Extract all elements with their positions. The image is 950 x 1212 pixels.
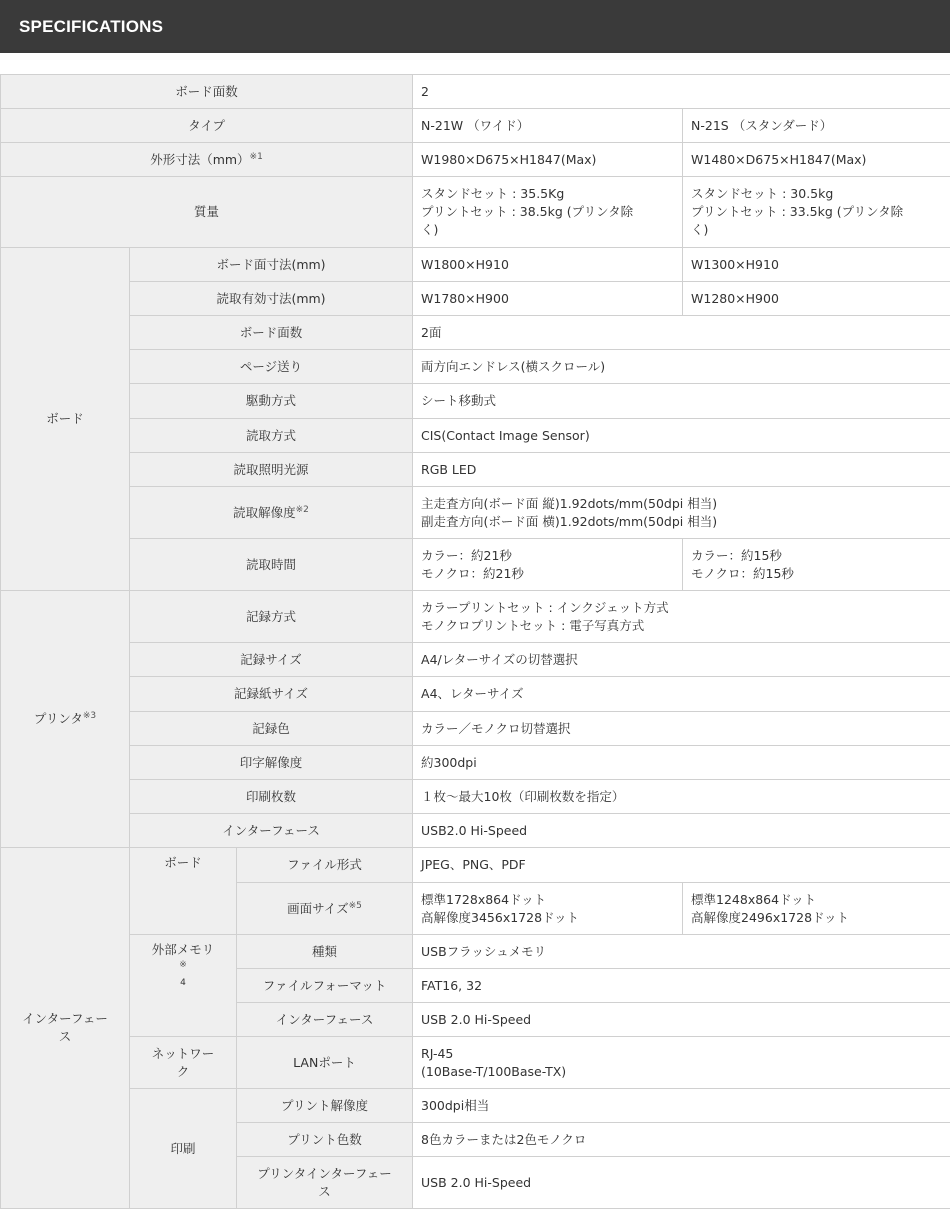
table-row: [1, 177, 950, 248]
footnote-mark: ※: [179, 960, 187, 970]
row-label: 種類: [237, 935, 413, 969]
row-value: RGB LED: [413, 453, 950, 487]
row-value: 300dpi相当: [413, 1089, 950, 1123]
row-label: 質量: [1, 177, 413, 248]
table-row: [1, 419, 950, 453]
row-value-wide: W1780×H900: [413, 282, 683, 316]
row-label: 読取時間: [130, 539, 413, 591]
row-value: カラー／モノクロ切替選択: [413, 712, 950, 746]
row-value-wide: W1980×D675×H1847(Max): [413, 143, 683, 177]
row-value-wide: スタンドセット : 35.5Kg プリントセット : 38.5kg (プリンタ除 く): [413, 177, 683, 248]
row-value: 8色カラーまたは2色モノクロ: [413, 1123, 950, 1157]
footnote-mark: ※5: [348, 900, 362, 911]
row-value: USB 2.0 Hi-Speed: [413, 1003, 950, 1037]
table-row: [1, 350, 950, 384]
group-label-printer: プリンタ$^{※3}$: [1, 591, 130, 848]
row-value-standard: N-21S （スタンダード）: [683, 109, 950, 143]
row-label: 読取解像度$^{※2}$: [130, 487, 413, 539]
table-row: [1, 780, 950, 814]
row-label: 印字解像度: [130, 746, 413, 780]
table-row: [1, 1089, 950, 1123]
row-value: １枚～最大10枚（印刷枚数を指定）: [413, 780, 950, 814]
row-value: JPEG、PNG、PDF: [413, 848, 950, 883]
group-label-board: ボード: [1, 248, 130, 591]
subgroup-label-network: ネットワー ク: [130, 1037, 237, 1089]
table-row: [1, 814, 950, 848]
table-row: [1, 109, 950, 143]
row-label: 記録色: [130, 712, 413, 746]
table-row: [1, 143, 950, 177]
row-label: 外形寸法（mm）$^{※1}$: [1, 143, 413, 177]
row-value-standard: カラー：約15秒 モノクロ：約15秒: [683, 539, 950, 591]
row-label: インターフェース: [237, 1003, 413, 1037]
table-row: [1, 453, 950, 487]
table-row: [1, 677, 950, 712]
row-value: USB2.0 Hi-Speed: [413, 814, 950, 848]
subgroup-label-board: ボード: [130, 848, 237, 935]
table-row: [1, 316, 950, 350]
subgroup-label-external-memory: 外部メモリ ※ 4: [130, 935, 237, 1037]
row-label: プリント解像度: [237, 1089, 413, 1123]
row-value: 両方向エンドレス(横スクロール): [413, 350, 950, 384]
group-label-interface: インターフェー ス: [1, 848, 130, 1209]
footnote-mark: ※1: [249, 151, 263, 162]
row-value: FAT16, 32: [413, 969, 950, 1003]
row-label: タイプ: [1, 109, 413, 143]
table-row: [1, 539, 950, 591]
table-row: [1, 1037, 950, 1089]
row-value-standard: W1480×D675×H1847(Max): [683, 143, 950, 177]
row-label: ファイルフォーマット: [237, 969, 413, 1003]
row-value: USBフラッシュメモリ: [413, 935, 950, 969]
row-label: ファイル形式: [237, 848, 413, 883]
row-value: USB 2.0 Hi-Speed: [413, 1157, 950, 1209]
table-row: [1, 384, 950, 419]
row-value: A4/レターサイズの切替選択: [413, 643, 950, 677]
row-label: 記録方式: [130, 591, 413, 643]
row-label: インターフェース: [130, 814, 413, 848]
row-label: 駆動方式: [130, 384, 413, 419]
row-label: ボード面数: [130, 316, 413, 350]
row-label: プリント色数: [237, 1123, 413, 1157]
row-label: 読取有効寸法(mm): [130, 282, 413, 316]
row-label: 読取照明光源: [130, 453, 413, 487]
row-value: 約300dpi: [413, 746, 950, 780]
footnote-mark: ※3: [82, 711, 97, 721]
row-label: 画面サイズ$^{※5}$: [237, 883, 413, 935]
row-value-wide: W1800×H910: [413, 248, 683, 282]
row-label: 記録サイズ: [130, 643, 413, 677]
row-value: A4、レターサイズ: [413, 677, 950, 712]
table-row: [1, 282, 950, 316]
table-row: [1, 487, 950, 539]
row-value-wide: カラー：約21秒 モノクロ：約21秒: [413, 539, 683, 591]
row-value: 主走査方向(ボード面 縦)1.92dots/mm(50dpi 相当) 副走査方向(ボード面 横)1.92dots/mm(50dpi 相当): [413, 487, 950, 539]
row-value-standard: W1280×H900: [683, 282, 950, 316]
table-row: [1, 712, 950, 746]
row-value-standard: W1300×H910: [683, 248, 950, 282]
table-row: [1, 248, 950, 282]
table-row: [1, 75, 950, 109]
footnote-mark: ※2: [295, 504, 309, 515]
table-row: [1, 848, 950, 883]
table-row: [1, 643, 950, 677]
row-value-standard: スタンドセット : 30.5kg プリントセット : 33.5kg (プリンタ除 く): [683, 177, 950, 248]
row-label: ボード面数: [1, 75, 413, 109]
table-row: [1, 935, 950, 969]
spec-table: [0, 74, 950, 1209]
section-title: SPECIFICATIONS: [19, 16, 164, 36]
row-value: カラープリントセット : インクジェット方式 モノクロプリントセット : 電子写真方式: [413, 591, 950, 643]
row-label: LANポート: [237, 1037, 413, 1089]
row-value: 2: [413, 75, 950, 109]
row-label: ボード面寸法(mm): [130, 248, 413, 282]
row-value-standard: 標準1248x864ドット 高解像度2496x1728ドット: [683, 883, 950, 935]
row-label: 読取方式: [130, 419, 413, 453]
row-value: RJ-45 (10Base-T/100Base-TX): [413, 1037, 950, 1089]
table-row: [1, 746, 950, 780]
row-value-wide: 標準1728x864ドット 高解像度3456x1728ドット: [413, 883, 683, 935]
row-label: ページ送り: [130, 350, 413, 384]
row-value-wide: N-21W （ワイド）: [413, 109, 683, 143]
table-row: [1, 591, 950, 643]
subgroup-label-print: 印刷: [130, 1089, 237, 1209]
section-header: [0, 0, 950, 53]
row-value: 2面: [413, 316, 950, 350]
row-label: 記録紙サイズ: [130, 677, 413, 712]
row-label: 印刷枚数: [130, 780, 413, 814]
row-value: シート移動式: [413, 384, 950, 419]
row-label: プリンタインターフェー ス: [237, 1157, 413, 1209]
row-value: CIS(Contact Image Sensor): [413, 419, 950, 453]
